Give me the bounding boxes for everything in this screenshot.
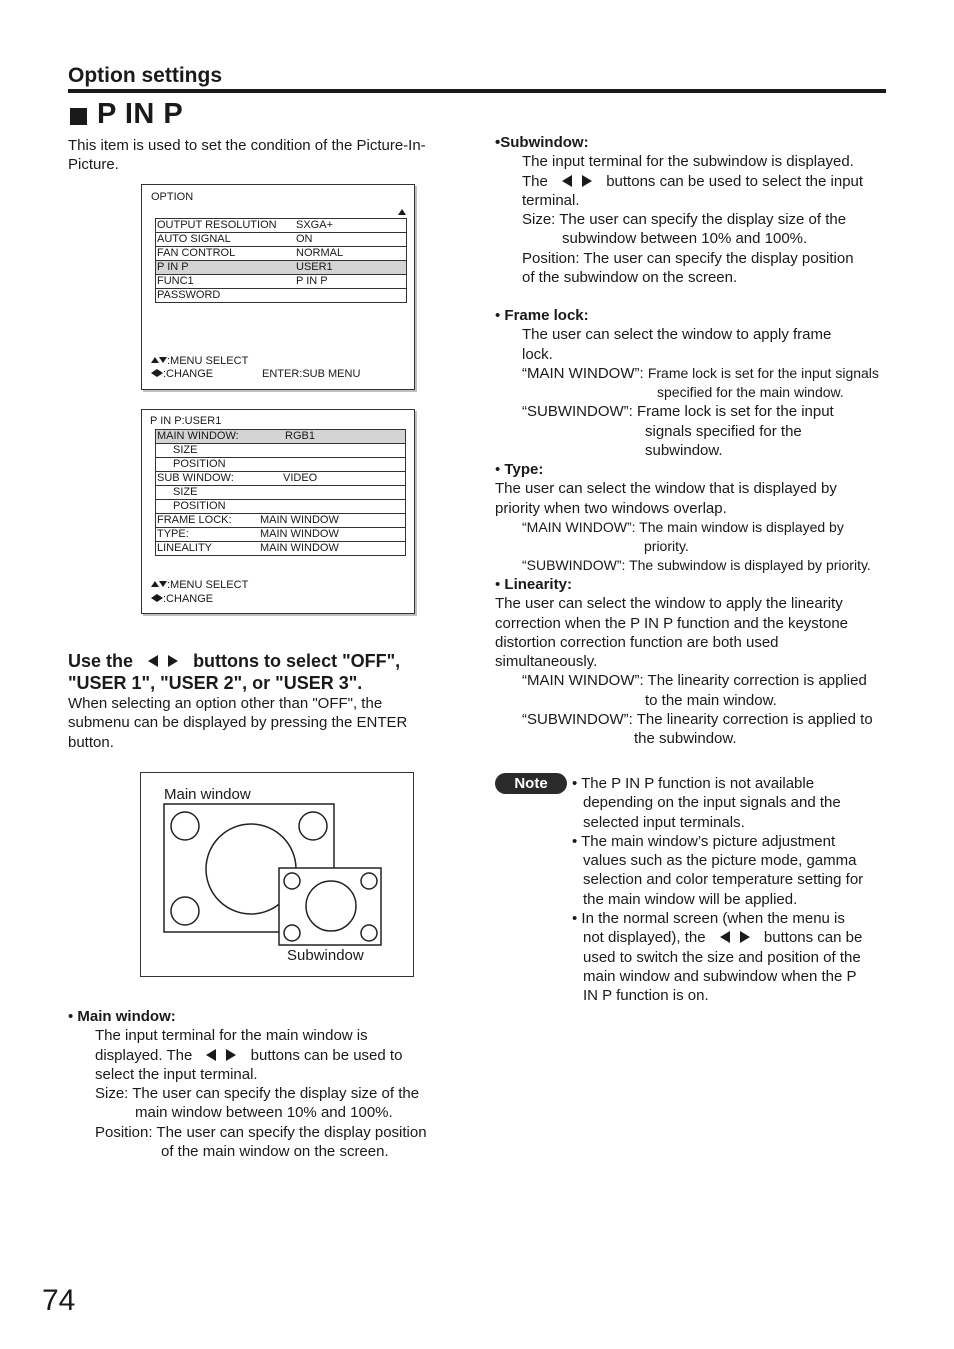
menu-row-value: NORMAL xyxy=(296,247,344,259)
menu-row-label: FAN CONTROL xyxy=(157,247,236,259)
type-section: • Type: The user can select the window that is displayed by priority when two windows overlap. “MAIN WINDOW”: The main window is displayed by priority. “SUBWINDOW”: The subwindow is displayed by priority. xyxy=(495,461,871,574)
frame-lock-heading: Frame lock: xyxy=(504,307,589,324)
menu-row-label: SIZE xyxy=(173,444,198,456)
menu-row[interactable] xyxy=(156,528,405,542)
sub-corner-circle xyxy=(361,925,377,941)
menu-row-label: POSITION xyxy=(173,458,226,470)
main-corner-circle xyxy=(171,897,199,925)
menu-row[interactable] xyxy=(156,247,406,261)
down-icon xyxy=(159,357,167,363)
menu-row-label: P IN P xyxy=(157,261,189,273)
menu-select-hint: :MENU SELECT xyxy=(151,355,248,368)
menu-row[interactable] xyxy=(156,542,405,555)
menu-row[interactable] xyxy=(156,444,405,458)
note-badge: Note xyxy=(495,773,567,794)
menu-row-label: TYPE: xyxy=(157,528,189,540)
pinp-menu xyxy=(141,409,415,614)
menu-row-value: MAIN WINDOW xyxy=(260,528,339,540)
menu-row-value: VIDEO xyxy=(283,472,318,484)
menu-row-label: FUNC1 xyxy=(157,275,194,287)
menu-select-hint: :MENU SELECT xyxy=(151,579,248,592)
pinp-menu-title: P IN P:USER1 xyxy=(150,415,222,427)
option-menu xyxy=(141,184,415,390)
section-rule xyxy=(68,89,886,93)
linearity-heading: Linearity: xyxy=(504,576,572,593)
main-corner-circle xyxy=(171,812,199,840)
menu-row[interactable] xyxy=(156,514,405,528)
left-arrow-icon xyxy=(562,175,572,187)
linearity-section: • Linearity: The user can select the window to apply the linearity correction when the P IN P function and the keystone distortion correction function are both used simultaneously. “MAIN WINDOW”: The linearity correction is applied to the main window. “SUBWINDOW”: The linearity correction is applied to the subwindow. xyxy=(495,576,873,748)
menu-row-value: USER1 xyxy=(296,261,333,273)
menu-row[interactable] xyxy=(156,261,406,275)
section-heading: Option settings xyxy=(68,64,222,87)
menu-row-value: MAIN WINDOW xyxy=(260,542,339,554)
menu-row[interactable] xyxy=(156,430,405,444)
menu-row[interactable] xyxy=(156,472,405,486)
subwindow-section: •Subwindow: The input terminal for the subwindow is displayed. The buttons can be used to select the input terminal. Size: The user can specify the display size of the subwindow between 10% and 100%. Position: The user can specify the display position of the subwindow on the screen. xyxy=(495,133,890,287)
left-arrow-icon xyxy=(720,931,730,943)
menu-row-value: SXGA+ xyxy=(296,219,333,231)
pinp-diagram-drawing xyxy=(141,773,413,976)
page-number: 74 xyxy=(42,1284,76,1317)
enter-hint: ENTER:SUB MENU xyxy=(262,368,361,380)
sub-corner-circle xyxy=(361,873,377,889)
right-arrow-icon xyxy=(168,655,178,667)
intro-line: This item is used to set the condition of the Picture-In- xyxy=(68,137,426,154)
menu-row[interactable] xyxy=(156,500,405,514)
menu-row[interactable] xyxy=(156,219,406,233)
menu-row-value: P IN P xyxy=(296,275,328,287)
menu-row[interactable] xyxy=(156,275,406,289)
change-hint: :CHANGE xyxy=(151,368,213,381)
right-icon xyxy=(157,369,163,377)
use-buttons-body: When selecting an option other than "OFF", the submenu can be displayed by pressing the ENTER button. xyxy=(68,695,408,751)
sub-corner-circle xyxy=(284,925,300,941)
right-arrow-icon xyxy=(582,175,592,187)
option-menu-title: OPTION xyxy=(151,191,194,203)
sub-corner-circle xyxy=(284,873,300,889)
down-icon xyxy=(159,581,167,587)
menu-row-label: LINEALITY xyxy=(157,542,213,554)
option-menu-list xyxy=(155,218,407,303)
main-window-label: Main window xyxy=(164,786,251,803)
type-heading: Type: xyxy=(504,461,544,478)
menu-row-label: POSITION xyxy=(173,500,226,512)
frame-lock-section: • Frame lock: The user can select the window to apply frame lock. “MAIN WINDOW”: Frame lock is set for the input signals specified for the main window. “SUBWINDOW”: Frame lock is set for the input signals specified for the subwindow. xyxy=(495,307,879,460)
left-arrow-icon xyxy=(206,1049,216,1061)
menu-row-label: PASSWORD xyxy=(157,289,221,301)
menu-row-label: OUTPUT RESOLUTION xyxy=(157,219,277,231)
change-hint: :CHANGE xyxy=(151,593,213,606)
menu-row[interactable] xyxy=(156,233,406,247)
title-row xyxy=(70,98,183,131)
menu-row-value: RGB1 xyxy=(285,430,315,442)
menu-row-label: FRAME LOCK: xyxy=(157,514,232,526)
main-window-heading: Main window: xyxy=(77,1008,176,1025)
menu-row[interactable] xyxy=(156,486,405,500)
right-arrow-icon xyxy=(740,931,750,943)
right-icon xyxy=(157,594,163,602)
menu-row-label: SUB WINDOW: xyxy=(157,472,234,484)
scroll-up-icon xyxy=(398,209,406,215)
menu-row-value: MAIN WINDOW xyxy=(260,514,339,526)
menu-row-label: AUTO SIGNAL xyxy=(157,233,231,245)
subwindow-heading: •Subwindow: xyxy=(495,134,589,151)
note-text: • The P IN P function is not available depending on the input signals and the selected input terminals. • The main window’s picture adjustment values such as the picture mode, gamma selection and color temperature setting for the main window will be applied. • In the normal screen (when the menu is not displayed), the buttons can be used to switch the size and position of the main window and subwindow when the P IN P function is on. xyxy=(572,775,864,1005)
sub-center-circle xyxy=(306,881,356,931)
pinp-diagram xyxy=(140,772,414,977)
up-icon xyxy=(151,357,159,363)
menu-row-value: ON xyxy=(296,233,313,245)
pinp-menu-list xyxy=(155,429,406,556)
menu-row[interactable] xyxy=(156,458,405,472)
right-arrow-icon xyxy=(226,1049,236,1061)
main-corner-circle xyxy=(299,812,327,840)
page-title: P IN P xyxy=(97,98,184,130)
menu-row[interactable] xyxy=(156,289,406,302)
subwindow-label: Subwindow xyxy=(287,947,364,964)
use-buttons-heading: Use the buttons to select "OFF", "USER 1", "USER 2", or "USER 3". xyxy=(68,651,401,693)
intro-text xyxy=(68,136,426,175)
menu-row-label: MAIN WINDOW: xyxy=(157,430,239,442)
up-icon xyxy=(151,581,159,587)
left-arrow-icon xyxy=(148,655,158,667)
bullet-square-icon xyxy=(70,108,87,125)
menu-row-label: SIZE xyxy=(173,486,198,498)
main-window-section: • Main window: The input terminal for the main window is displayed. The buttons can be used to select the input terminal. Size: The user can specify the display size of the main window between 10% and 100%. Position: The user can specify the display position of the main window on the screen. xyxy=(68,1008,427,1161)
intro-line: Picture. xyxy=(68,156,119,174)
